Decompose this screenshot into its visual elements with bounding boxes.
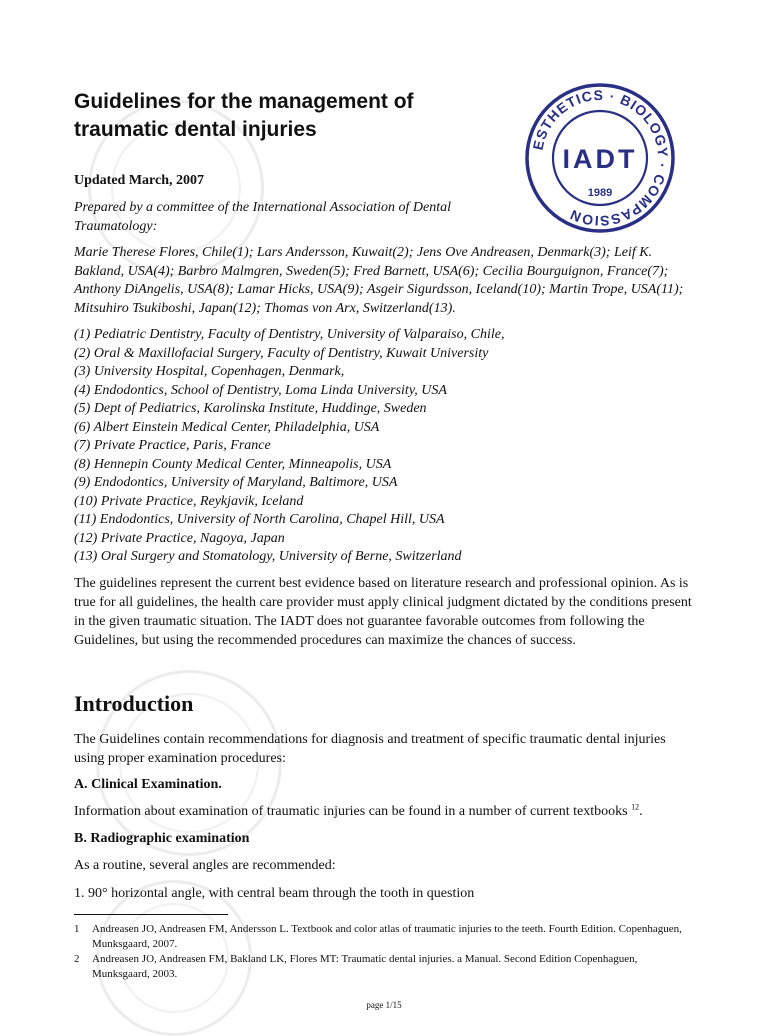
footnote-text: Andreasen JO, Andreasen FM, Bakland LK, Flores MT: Traumatic dental injuries. a Manual. Second Edition Copenhaguen, Munksgaard, 2003. (92, 953, 638, 980)
prepared-by: Prepared by a committee of the International Association of Dental Traumatology: (74, 200, 452, 234)
author-list: Marie Therese Flores, Chile(1); Lars Andersson, Kuwait(2); Jens Ove Andreasen, Denmark(3); Leif K. Bakland, USA(4); Barbro Malmgren, Sweden(5); Fred Barnett, USA(6); Cecilia Bourguignon, France(7); Anthony DiAngelis, USA(8); Lamar Hicks, USA(9); Asgeir Sigurdsson, Iceland(10); Martin Trope, USA(11); Mitsuhiro Tsukiboshi, Japan(12); Thomas von Arx, Switzerland(13). (74, 245, 684, 316)
section-heading-introduction: Introduction (74, 691, 194, 716)
affiliation-item: (12) Private Practice, Nagoya, Japan (74, 530, 285, 546)
affiliation-item: (10) Private Practice, Reykjavik, Iceland (74, 493, 304, 509)
footnote-reference[interactable]: 12 (631, 802, 640, 812)
introduction-paragraph: The Guidelines contain recommendations for diagnosis and treatment of specific traumatic dental injuries using proper examination procedures: (74, 732, 666, 766)
affiliation-item: (9) Endodontics, University of Maryland, Baltimore, USA (74, 475, 398, 490)
clinical-info-paragraph (74, 802, 694, 821)
page-number: page 1/15 (366, 1000, 402, 1010)
document-title: Guidelines for the management of traumatic dental injuries (74, 90, 414, 141)
svg-text:ESTHETICS · BIOLOGY · COMPASSI: ESTHETICS · BIOLOGY · COMPASSION (529, 86, 672, 230)
footnote-number: 1 (74, 923, 80, 935)
routine-paragraph: As a routine, several angles are recommended: (74, 858, 336, 873)
affiliation-item: (6) Albert Einstein Medical Center, Philadelphia, USA (74, 419, 380, 435)
affiliation-item: (2) Oral & Maxillofacial Surgery, Faculty of Dentistry, Kuwait University (74, 345, 489, 361)
affiliation-item: (4) Endodontics, School of Dentistry, Loma Linda University, USA (74, 382, 447, 398)
clinical-info-text: Information about examination of traumatic injuries can be found in a number of current textbooks (74, 804, 628, 819)
footnotes (74, 922, 694, 982)
subheading-clinical-examination: A. Clinical Examination. (74, 777, 222, 792)
affiliation-item: (8) Hennepin County Medical Center, Minneapolis, USA (74, 456, 392, 472)
svg-text:1989: 1989 (587, 187, 613, 199)
footnote-text: Andreasen JO, Andreasen FM, Andersson L. Textbook and color atlas of traumatic injuries to the teeth. Fourth Edition. Copenhaguen, Munksgaard, 2007. (92, 923, 682, 950)
affiliation-item: (5) Dept of Pediatrics, Karolinska Institute, Huddinge, Sweden (74, 401, 427, 416)
angle-list-item: 1. 90° horizontal angle, with central beam through the tooth in question (74, 886, 475, 901)
affiliation-list (74, 326, 694, 567)
svg-text:IADT: IADT (562, 144, 638, 174)
affiliation-item: (1) Pediatric Dentistry, Faculty of Dentistry, University of Valparaiso, Chile, (74, 327, 505, 342)
iadt-logo (524, 82, 676, 234)
footnote-item (74, 922, 694, 952)
affiliation-item: (7) Private Practice, Paris, France (74, 438, 271, 453)
footnote-number: 2 (74, 953, 80, 965)
clinical-info-end: . (639, 804, 643, 819)
guidelines-paragraph: The guidelines represent the current best evidence based on literature research and professional opinion. As is true for all guidelines, the health care provider must apply clinical judgment dictated by the conditions present in the given traumatic situation. The IADT does not guarantee favorable outcomes from following the Guidelines, but using the recommended procedures can maximize the chances of success. (74, 576, 692, 648)
updated-date: Updated March, 2007 (74, 173, 205, 188)
affiliation-item: (13) Oral Surgery and Stomatology, University of Berne, Switzerland (74, 549, 462, 564)
footnote-divider (74, 914, 228, 915)
footnote-item (74, 952, 694, 982)
subheading-radiographic-examination: B. Radiographic examination (74, 831, 250, 846)
affiliation-item: (3) University Hospital, Copenhagen, Denmark, (74, 364, 345, 379)
affiliation-item: (11) Endodontics, University of North Carolina, Chapel Hill, USA (74, 512, 445, 527)
